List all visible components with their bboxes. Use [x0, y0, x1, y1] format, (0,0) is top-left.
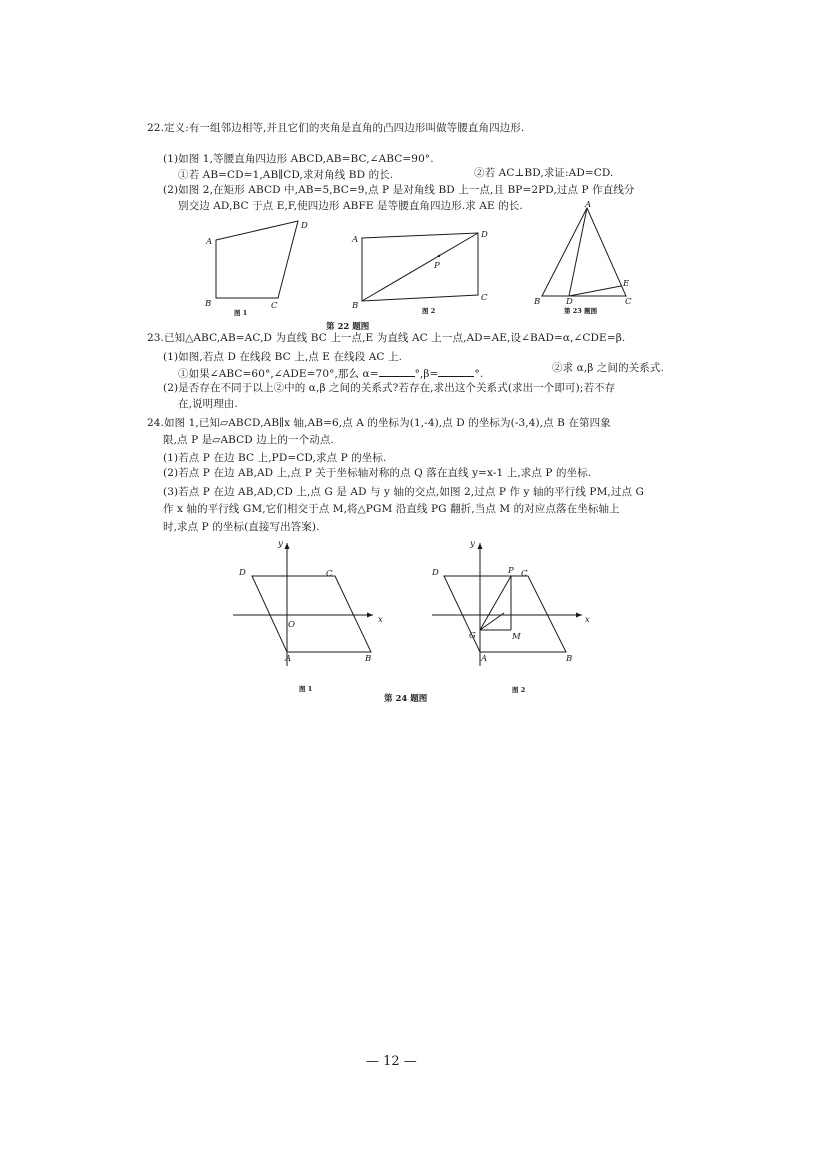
q24-figure-2 — [424, 538, 594, 668]
q22-part2b: 别交边 AD,BC 于点 E,F,使四边形 ABFE 是等腰直角四边形.求 AE 的长. — [178, 200, 523, 212]
label-P: P — [508, 566, 514, 576]
q22-figure-1 — [200, 218, 320, 318]
q23-part2: (2)是否存在不同于以上②中的 α,β 之间的关系式?若存在,求出这个关系式(求出一个即可);若不存 — [163, 382, 616, 394]
label-M: M — [512, 632, 521, 642]
q22-part1: (1)如图 1,等腰直角四边形 ABCD,AB=BC,∠ABC=90°. — [163, 153, 434, 165]
label-A: A — [481, 654, 488, 664]
label-D: D — [481, 230, 488, 240]
q22-caption: 第 22 题图 — [326, 322, 370, 332]
label-C: C — [521, 569, 528, 579]
q24-stem2: 限,点 P 是▱ABCD 边上的一个动点. — [163, 434, 334, 446]
label-A: A — [352, 235, 359, 245]
q24-part3b: 作 x 轴的平行线 GM,它们相交于点 M,将△PGM 沿直线 PG 翻折,当点 M 的对应点落在坐标轴上 — [163, 503, 620, 515]
q22-part2: (2)如图 2,在矩形 ABCD 中,AB=5,BC=9,点 P 是对角线 BD 上一点,且 BP=2PD,过点 P 作直线分 — [163, 184, 635, 196]
label-x: x — [585, 615, 590, 625]
label-D: D — [566, 297, 573, 307]
q24-stem: 24.如图 1,已知▱ABCD,AB∥x 轴,AB=6,点 A 的坐标为(1,-4),点 D 的坐标为(-3,4),点 B 在第四象 — [147, 417, 611, 429]
q22-stem: 22.定义:有一组邻边相等,并且它们的夹角是直角的凸四边形叫做等腰直角四边形. — [147, 122, 525, 134]
q22-fig1-caption: 图 1 — [234, 309, 248, 317]
label-C: C — [271, 301, 278, 311]
label-O: O — [288, 620, 295, 630]
label-C: C — [326, 569, 333, 579]
q24-caption: 第 24 题图 — [384, 694, 428, 704]
label-C: C — [625, 297, 632, 307]
q23-part2b: 在,说明理由. — [178, 398, 238, 410]
q23-part1a-mid: °,β= — [414, 368, 439, 380]
q23-fig-caption: 第 23 题图 — [564, 307, 598, 315]
label-B: B — [205, 299, 212, 309]
q24-part3c: 时,求点 P 的坐标(直接写出答案). — [163, 521, 320, 533]
blank-alpha — [379, 366, 415, 377]
label-y: y — [278, 539, 283, 549]
q23-part1: (1)如图,若点 D 在线段 BC 上,点 E 在线段 AC 上. — [163, 351, 403, 363]
label-E: E — [623, 279, 630, 289]
label-D: D — [432, 568, 439, 578]
blank-beta — [438, 366, 474, 377]
q22-fig2-caption: 图 2 — [422, 307, 436, 315]
page-number: — 12 — — [366, 1054, 417, 1069]
label-C: C — [481, 293, 488, 303]
label-P: P — [434, 261, 440, 271]
label-y: y — [470, 539, 475, 549]
label-D: D — [239, 568, 246, 578]
q24-figure-1 — [225, 538, 395, 668]
label-G: G — [469, 631, 476, 641]
q24-part2: (2)若点 P 在边 AB,AD 上,点 P 关于坐标轴对称的点 Q 落在直线 y=x-1 上,求点 P 的坐标. — [163, 467, 592, 479]
q24-fig1-caption: 图 1 — [299, 685, 313, 693]
label-B: B — [352, 301, 359, 311]
label-B: B — [566, 654, 573, 664]
label-x: x — [378, 615, 383, 625]
q23-figure — [532, 200, 642, 308]
q24-part3: (3)若点 P 在边 AB,AD,CD 上,点 G 是 AD 与 y 轴的交点,如图 2,过点 P 作 y 轴的平行线 PM,过点 G — [163, 486, 644, 498]
label-B: B — [534, 297, 541, 307]
q23-part1b: ②求 α,β 之间的关系式. — [552, 362, 664, 374]
label-B: B — [365, 654, 372, 664]
q23-part1a-end: °. — [474, 368, 484, 380]
q22-figure-2 — [348, 228, 498, 313]
label-D: D — [301, 221, 308, 231]
q23-stem: 23.已知△ABC,AB=AC,D 为直线 BC 上一点,E 为直线 AC 上一点,AD=AE,设∠BAD=α,∠CDE=β. — [147, 332, 626, 344]
label-A: A — [206, 237, 213, 247]
q23-part1a-text: ①如果∠ABC=60°,∠ADE=70°,那么 α= — [178, 368, 379, 380]
q23-part1a — [178, 366, 483, 381]
q22-part1b: ②若 AC⊥BD,求证:AD=CD. — [474, 167, 614, 179]
label-A: A — [285, 654, 292, 664]
q22-part1a: ①若 AB=CD=1,AB∥CD,求对角线 BD 的长. — [178, 169, 394, 181]
q24-fig2-caption: 图 2 — [512, 686, 526, 694]
q24-part1: (1)若点 P 在边 BC 上,PD=CD,求点 P 的坐标. — [163, 452, 387, 464]
label-A: A — [585, 200, 592, 210]
